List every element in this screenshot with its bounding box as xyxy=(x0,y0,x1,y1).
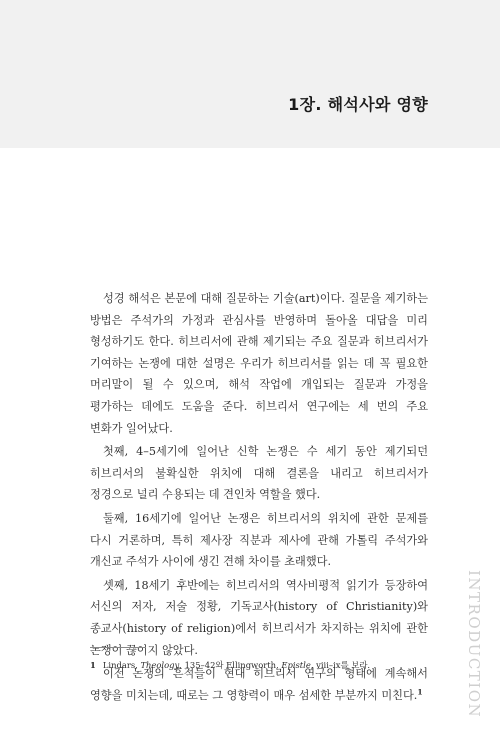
paragraph-conclusion-text: 이전 논쟁의 흔적들이 현대 히브리서 연구의 형태에 계속해서 영향을 미치는데, 때로는 그 영향력이 매우 섬세한 부분까지 미친다. xyxy=(90,667,428,702)
footnote-number: 1 xyxy=(90,660,96,670)
paragraph-intro: 성경 해석은 본문에 대해 질문하는 기술(art)이다. 질문을 제기하는 방법은 주석가의 가정과 관심사를 반영하며 돌아올 대답을 미리 형성하기도 한다. 히브리서에 관해 제기되는 주요 질문과 히브리서가 기여하는 논쟁에 대한 설명은 우리가 히브리서를 읽는 데 꼭 필요한 머리말이 될 수 있으며, 해석 작업에 개입되는 질문과 가정을 평가하는 데에도 도움을 준다. 히브리서 연구에는 세 번의 주요 변화가 일어났다. xyxy=(90,292,428,435)
footnote-text-1: Lindars, xyxy=(102,660,141,670)
paragraph-second-shift: 둘째, 16세기에 일어난 논쟁은 히브리서의 위치에 관한 문제를 다시 거론하며, 특히 제사장 직분과 제사에 관해 가톨릭 주석가와 개신교 주석가 사이에 생긴 견해 차이를 초래했다. xyxy=(90,511,428,569)
footnote-work-title-1: Theology xyxy=(140,660,180,670)
footnote-reference[interactable]: 1 xyxy=(417,686,423,696)
chapter-header-band xyxy=(0,0,500,148)
footnote-text-2: , 135–42와 Ellingworth, xyxy=(179,660,282,670)
footnote-text-3: , viii–ix를 보라. xyxy=(310,660,371,670)
footnote xyxy=(90,659,430,672)
footnote-work-title-2: Epistle xyxy=(281,660,311,670)
paragraph-third-shift: 셋째, 18세기 후반에는 히브리서의 역사비평적 읽기가 등장하여 서신의 저자, 저술 정황, 기독교사(history of Christianity)와 종교사(history of religion)에서 히브리서가 차지하는 위치에 관한 논쟁이 끊이지 않았다. xyxy=(90,578,428,657)
section-side-label: INTRODUCTION xyxy=(465,570,483,719)
footnote-divider xyxy=(90,647,146,648)
paragraph-first-shift: 첫째, 4–5세기에 일어난 신학 논쟁은 수 세기 동안 제기되던 히브리서의 불확실한 위치에 대해 결론을 내리고 히브리서가 정경으로 널리 수용되는 데 견인차 역할을 했다. xyxy=(90,445,428,502)
body-text xyxy=(90,288,428,706)
chapter-title: 1장. 해석사와 영향 xyxy=(288,95,428,114)
